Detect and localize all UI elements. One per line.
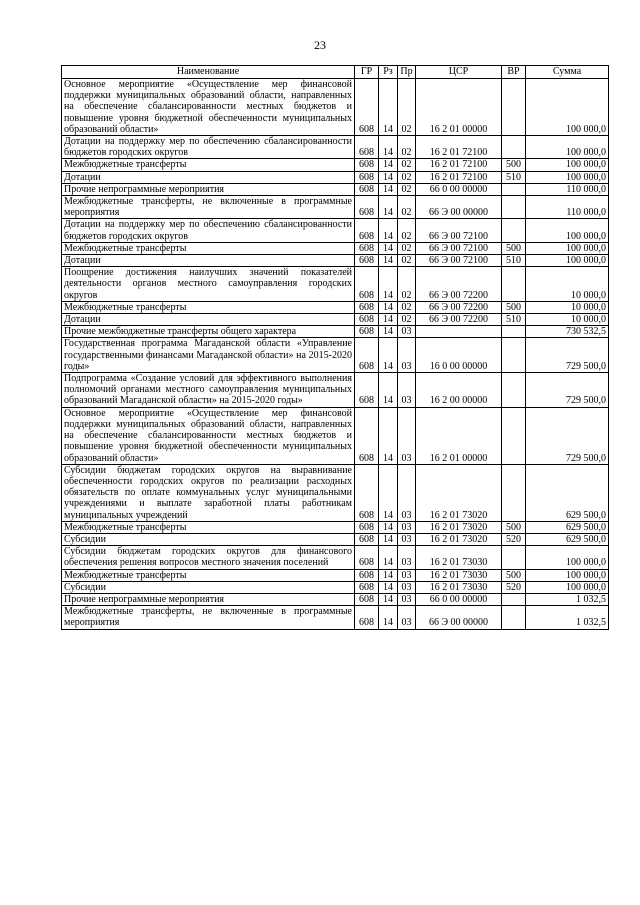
cell-gr: 608 xyxy=(355,338,379,373)
cell-rz: 14 xyxy=(379,593,398,605)
cell-csr: 16 2 00 00000 xyxy=(416,373,502,408)
cell-vr xyxy=(502,407,526,464)
cell-sum: 100 000,0 xyxy=(526,159,609,171)
cell-vr: 500 xyxy=(502,301,526,313)
cell-sum: 729 500,0 xyxy=(526,373,609,408)
cell-sum: 100 000,0 xyxy=(526,136,609,159)
cell-vr xyxy=(502,464,526,521)
cell-pr: 03 xyxy=(398,569,416,581)
cell-sum: 100 000,0 xyxy=(526,79,609,136)
cell-sum: 100 000,0 xyxy=(526,255,609,267)
cell-sum: 110 000,0 xyxy=(526,196,609,219)
header-gr: ГР xyxy=(355,66,379,79)
table-row xyxy=(62,267,609,302)
cell-pr: 02 xyxy=(398,136,416,159)
cell-sum: 1 032,5 xyxy=(526,606,609,629)
cell-csr: 66 0 00 00000 xyxy=(416,593,502,605)
cell-rz: 14 xyxy=(379,606,398,629)
cell-pr: 02 xyxy=(398,79,416,136)
cell-sum: 629 500,0 xyxy=(526,521,609,533)
cell-pr: 03 xyxy=(398,338,416,373)
cell-csr: 66 Э 00 72100 xyxy=(416,255,502,267)
cell-pr: 02 xyxy=(398,301,416,313)
cell-sum: 1 032,5 xyxy=(526,593,609,605)
cell-csr: 16 0 00 00000 xyxy=(416,338,502,373)
cell-rz: 14 xyxy=(379,219,398,242)
cell-pr: 03 xyxy=(398,464,416,521)
cell-pr: 02 xyxy=(398,242,416,254)
cell-gr: 608 xyxy=(355,219,379,242)
cell-csr: 16 2 01 73030 xyxy=(416,546,502,569)
cell-pr: 02 xyxy=(398,183,416,195)
table-row xyxy=(62,301,609,313)
cell-sum: 10 000,0 xyxy=(526,267,609,302)
cell-name: Межбюджетные трансферты xyxy=(62,521,355,533)
cell-name: Прочие непрограммные мероприятия xyxy=(62,183,355,195)
cell-sum: 100 000,0 xyxy=(526,569,609,581)
cell-sum: 100 000,0 xyxy=(526,219,609,242)
cell-sum: 730 532,5 xyxy=(526,326,609,338)
cell-vr: 510 xyxy=(502,171,526,183)
cell-gr: 608 xyxy=(355,301,379,313)
cell-pr: 02 xyxy=(398,159,416,171)
cell-rz: 14 xyxy=(379,314,398,326)
cell-csr: 16 2 01 72100 xyxy=(416,136,502,159)
cell-gr: 608 xyxy=(355,183,379,195)
cell-csr: 16 2 01 00000 xyxy=(416,407,502,464)
cell-sum: 729 500,0 xyxy=(526,407,609,464)
header-sum: Сумма xyxy=(526,66,609,79)
cell-vr xyxy=(502,338,526,373)
table-row xyxy=(62,255,609,267)
cell-vr xyxy=(502,593,526,605)
table-row xyxy=(62,606,609,629)
header-csr: ЦСР xyxy=(416,66,502,79)
header-pr: Пр xyxy=(398,66,416,79)
cell-name: Межбюджетные трансферты, не включенные в программные мероприятия xyxy=(62,606,355,629)
cell-gr: 608 xyxy=(355,136,379,159)
cell-csr: 16 2 01 73030 xyxy=(416,569,502,581)
table-row xyxy=(62,314,609,326)
cell-name: Дотации на поддержку мер по обеспечению сбалансированности бюджетов городских округов xyxy=(62,219,355,242)
cell-pr: 03 xyxy=(398,546,416,569)
cell-csr: 66 Э 00 00000 xyxy=(416,606,502,629)
cell-name: Поощрение достижения наилучших значений показателей деятельности органов местного самоуправления городских округов xyxy=(62,267,355,302)
cell-rz: 14 xyxy=(379,79,398,136)
table-row xyxy=(62,171,609,183)
cell-pr: 03 xyxy=(398,533,416,545)
table-header-row xyxy=(62,66,609,79)
cell-pr: 03 xyxy=(398,606,416,629)
cell-name: Субсидии xyxy=(62,533,355,545)
cell-sum: 110 000,0 xyxy=(526,183,609,195)
cell-pr: 02 xyxy=(398,267,416,302)
cell-sum: 629 500,0 xyxy=(526,533,609,545)
table-row xyxy=(62,338,609,373)
cell-pr: 03 xyxy=(398,407,416,464)
cell-pr: 02 xyxy=(398,314,416,326)
cell-name: Субсидии xyxy=(62,581,355,593)
cell-gr: 608 xyxy=(355,242,379,254)
cell-rz: 14 xyxy=(379,159,398,171)
cell-pr: 03 xyxy=(398,521,416,533)
cell-gr: 608 xyxy=(355,159,379,171)
cell-vr xyxy=(502,219,526,242)
table-row xyxy=(62,196,609,219)
table-row xyxy=(62,219,609,242)
cell-vr: 520 xyxy=(502,581,526,593)
cell-gr: 608 xyxy=(355,533,379,545)
cell-name: Основное мероприятие «Осуществление мер финансовой поддержки муниципальных образований области, направленных на обеспечение сбалансированности местных бюджетов и повышение уровня бюджетной обеспеченности муниципальных образований области» xyxy=(62,79,355,136)
cell-rz: 14 xyxy=(379,546,398,569)
cell-name: Межбюджетные трансферты xyxy=(62,301,355,313)
cell-name: Дотации xyxy=(62,171,355,183)
cell-gr: 608 xyxy=(355,581,379,593)
cell-vr: 510 xyxy=(502,255,526,267)
cell-pr: 03 xyxy=(398,326,416,338)
cell-csr: 66 0 00 00000 xyxy=(416,183,502,195)
cell-vr: 520 xyxy=(502,533,526,545)
cell-rz: 14 xyxy=(379,267,398,302)
table-row xyxy=(62,593,609,605)
cell-gr: 608 xyxy=(355,255,379,267)
cell-csr: 16 2 01 72100 xyxy=(416,159,502,171)
cell-pr: 02 xyxy=(398,219,416,242)
table-row xyxy=(62,464,609,521)
table-row xyxy=(62,159,609,171)
header-rz: Рз xyxy=(379,66,398,79)
cell-pr: 02 xyxy=(398,171,416,183)
cell-gr: 608 xyxy=(355,79,379,136)
table-row xyxy=(62,581,609,593)
cell-name: Межбюджетные трансферты, не включенные в программные мероприятия xyxy=(62,196,355,219)
table-row xyxy=(62,521,609,533)
cell-rz: 14 xyxy=(379,464,398,521)
budget-table xyxy=(61,65,609,630)
cell-vr xyxy=(502,267,526,302)
cell-rz: 14 xyxy=(379,581,398,593)
table-row xyxy=(62,242,609,254)
cell-rz: 14 xyxy=(379,183,398,195)
cell-gr: 608 xyxy=(355,593,379,605)
cell-name: Прочие непрограммные мероприятия xyxy=(62,593,355,605)
cell-vr xyxy=(502,606,526,629)
cell-vr xyxy=(502,373,526,408)
cell-csr: 66 Э 00 72200 xyxy=(416,314,502,326)
table-row xyxy=(62,546,609,569)
cell-csr: 16 2 01 72100 xyxy=(416,171,502,183)
table-row xyxy=(62,569,609,581)
cell-vr xyxy=(502,326,526,338)
cell-name: Дотации xyxy=(62,255,355,267)
cell-pr: 02 xyxy=(398,196,416,219)
cell-csr: 16 2 01 73020 xyxy=(416,464,502,521)
cell-vr: 500 xyxy=(502,569,526,581)
cell-vr: 500 xyxy=(502,159,526,171)
cell-rz: 14 xyxy=(379,255,398,267)
cell-gr: 608 xyxy=(355,373,379,408)
cell-sum: 100 000,0 xyxy=(526,546,609,569)
cell-csr: 66 Э 00 72200 xyxy=(416,267,502,302)
table-row xyxy=(62,136,609,159)
cell-sum: 100 000,0 xyxy=(526,242,609,254)
page-number: 23 xyxy=(314,38,326,52)
cell-rz: 14 xyxy=(379,338,398,373)
cell-rz: 14 xyxy=(379,136,398,159)
cell-gr: 608 xyxy=(355,464,379,521)
cell-csr: 16 2 01 00000 xyxy=(416,79,502,136)
cell-gr: 608 xyxy=(355,569,379,581)
header-vr: ВР xyxy=(502,66,526,79)
cell-vr xyxy=(502,136,526,159)
cell-gr: 608 xyxy=(355,546,379,569)
cell-csr: 16 2 01 73030 xyxy=(416,581,502,593)
table-row xyxy=(62,326,609,338)
cell-rz: 14 xyxy=(379,521,398,533)
cell-csr: 16 2 01 73020 xyxy=(416,521,502,533)
cell-csr: 66 Э 00 72100 xyxy=(416,219,502,242)
table-row xyxy=(62,407,609,464)
cell-vr xyxy=(502,79,526,136)
cell-name: Субсидии бюджетам городских округов на выравнивание обеспеченности городских округов по реализации расходных обязательств по оплате коммунальных услуг муниципальными учреждениями и выплате заработной платы работникам муниципальных учреждений xyxy=(62,464,355,521)
cell-csr xyxy=(416,326,502,338)
cell-gr: 608 xyxy=(355,314,379,326)
cell-name: Межбюджетные трансферты xyxy=(62,242,355,254)
cell-name: Межбюджетные трансферты xyxy=(62,569,355,581)
cell-name: Межбюджетные трансферты xyxy=(62,159,355,171)
cell-sum: 729 500,0 xyxy=(526,338,609,373)
cell-name: Дотации xyxy=(62,314,355,326)
cell-rz: 14 xyxy=(379,301,398,313)
cell-vr: 500 xyxy=(502,521,526,533)
cell-sum: 10 000,0 xyxy=(526,301,609,313)
cell-name: Прочие межбюджетные трансферты общего характера xyxy=(62,326,355,338)
table-row xyxy=(62,183,609,195)
cell-rz: 14 xyxy=(379,242,398,254)
cell-sum: 629 500,0 xyxy=(526,464,609,521)
cell-rz: 14 xyxy=(379,196,398,219)
cell-rz: 14 xyxy=(379,373,398,408)
cell-rz: 14 xyxy=(379,533,398,545)
cell-gr: 608 xyxy=(355,326,379,338)
cell-sum: 100 000,0 xyxy=(526,171,609,183)
cell-gr: 608 xyxy=(355,407,379,464)
cell-pr: 03 xyxy=(398,373,416,408)
cell-csr: 66 Э 00 72100 xyxy=(416,242,502,254)
cell-sum: 100 000,0 xyxy=(526,581,609,593)
cell-csr: 66 Э 00 72200 xyxy=(416,301,502,313)
cell-name: Субсидии бюджетам городских округов для финансового обеспечения решения вопросов местного значения поселений xyxy=(62,546,355,569)
cell-rz: 14 xyxy=(379,326,398,338)
cell-pr: 02 xyxy=(398,255,416,267)
cell-vr: 500 xyxy=(502,242,526,254)
cell-gr: 608 xyxy=(355,196,379,219)
cell-gr: 608 xyxy=(355,267,379,302)
cell-vr xyxy=(502,196,526,219)
cell-vr: 510 xyxy=(502,314,526,326)
cell-name: Основное мероприятие «Осуществление мер финансовой поддержки муниципальных образований области, направленных на обеспечение сбалансированности местных бюджетов и повышение уровня бюджетной обеспеченности муниципальных образований области» xyxy=(62,407,355,464)
table-row xyxy=(62,533,609,545)
cell-vr xyxy=(502,546,526,569)
cell-name: Государственная программа Магаданской области «Управление государственными финансами Магаданской области» на 2015-2020 годы» xyxy=(62,338,355,373)
cell-gr: 608 xyxy=(355,606,379,629)
header-name: Наименование xyxy=(62,66,355,79)
cell-gr: 608 xyxy=(355,171,379,183)
cell-vr xyxy=(502,183,526,195)
cell-pr: 03 xyxy=(398,593,416,605)
cell-rz: 14 xyxy=(379,171,398,183)
cell-name: Дотации на поддержку мер по обеспечению сбалансированности бюджетов городских округов xyxy=(62,136,355,159)
cell-pr: 03 xyxy=(398,581,416,593)
cell-gr: 608 xyxy=(355,521,379,533)
cell-csr: 66 Э 00 00000 xyxy=(416,196,502,219)
cell-csr: 16 2 01 73020 xyxy=(416,533,502,545)
cell-name: Подпрограмма «Создание условий для эффективного выполнения полномочий органами местного самоуправления муниципальных образований Магаданской области» на 2015-2020 годы» xyxy=(62,373,355,408)
table-row xyxy=(62,79,609,136)
cell-rz: 14 xyxy=(379,407,398,464)
cell-rz: 14 xyxy=(379,569,398,581)
cell-sum: 10 000,0 xyxy=(526,314,609,326)
table-row xyxy=(62,373,609,408)
